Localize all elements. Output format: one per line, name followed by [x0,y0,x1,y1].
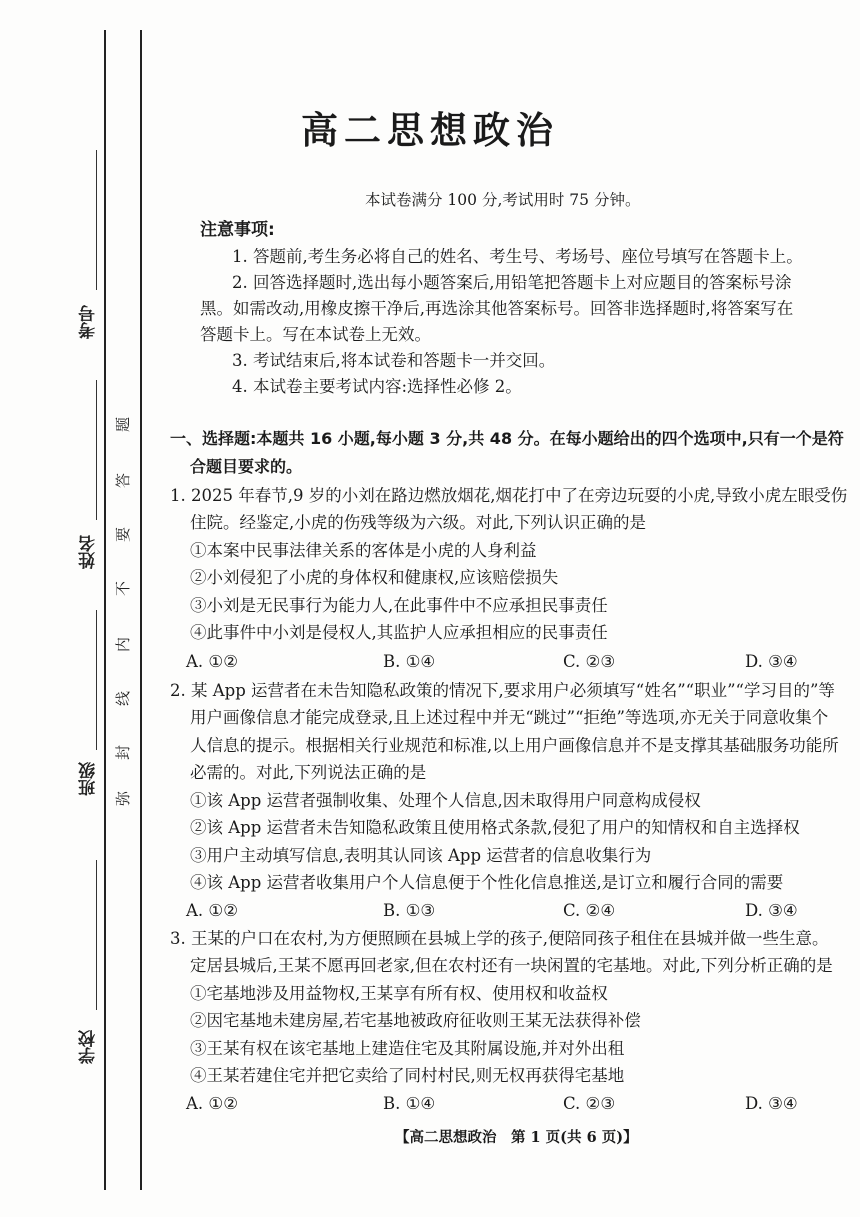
seal-notice-char: 弥 [114,790,133,807]
name-fill-line [96,380,97,520]
question-stem: 1. 2025 年春节,9 岁的小刘在路边燃放烟花,烟花打中了在旁边玩耍的小虎,导致小虎左眼受伤 [170,486,848,505]
statement: ②该 App 运营者未告知隐私政策且使用格式条款,侵犯了用户的知情权和自主选择权 [190,818,800,837]
option-d[interactable]: D. ③④ [745,901,798,920]
binding-line-inner [140,30,142,1190]
seal-notice-char: 内 [114,636,133,653]
exam-info: 本试卷满分 100 分,考试用时 75 分钟。 [365,191,641,209]
exam-number-label: 考号 [79,305,99,339]
option-a[interactable]: A. ①② [186,901,238,920]
notice-line: 黑。如需改动,用橡皮擦干净后,再选涂其他答案标号。回答非选择题时,将答案写在 [200,299,794,318]
statement: ③王某有权在该宅基地上建造住宅及其附属设施,并对外出租 [190,1039,625,1058]
school-fill-line [96,860,97,1010]
statement: ②小刘侵犯了小虎的身体权和健康权,应该赔偿损失 [190,568,559,587]
statement: ②因宅基地未建房屋,若宅基地被政府征收则王某无法获得补偿 [190,1011,641,1030]
section-heading: 一、选择题:本题共 16 小题,每小题 3 分,共 48 分。在每小题给出的四个选项中,只有一个是符 [170,429,844,448]
option-c[interactable]: C. ②③ [563,652,616,671]
exam-number-fill-line [96,150,97,290]
notice-line: 答题卡上。写在本试卷上无效。 [200,325,431,344]
question-stem: 定居县城后,王某不愿再回老家,但在农村还有一块闲置的宅基地。对此,下列分析正确的是 [190,956,833,975]
page-footer: 【高二思想政治 第 1 页(共 6 页)】 [395,1129,638,1146]
name-label: 姓名 [79,535,99,569]
statement: ③小刘是无民事行为能力人,在此事件中不应承担民事责任 [190,596,608,615]
option-b[interactable]: B. ①③ [383,901,436,920]
statement: ④此事件中小刘是侵权人,其监护人应承担相应的民事责任 [190,623,608,642]
school-label: 学校 [79,1030,99,1064]
question-stem: 2. 某 App 运营者在未告知隐私政策的情况下,要求用户必须填写“姓名”“职业”“学习目的”等 [170,681,835,700]
class-fill-line [96,610,97,750]
seal-notice-char: 题 [114,416,133,433]
binding-line-outer [104,30,106,1190]
seal-notice-char: 要 [114,526,133,543]
question-stem: 用户画像信息才能完成登录,且上述过程中并无“跳过”“拒绝”等选项,亦无关于同意收集个 [190,708,829,727]
seal-notice-char: 不 [114,580,133,597]
class-label: 班级 [79,762,99,796]
notice-line: 3. 考试结束后,将本试卷和答题卡一并交回。 [232,351,556,370]
seal-notice-char: 答 [114,472,133,489]
option-c[interactable]: C. ②③ [563,1094,616,1113]
option-a[interactable]: A. ①② [186,652,238,671]
option-b[interactable]: B. ①④ [383,652,436,671]
notice-line: 4. 本试卷主要考试内容:选择性必修 2。 [232,377,522,396]
section-heading-cont: 合题目要求的。 [190,457,303,476]
option-d[interactable]: D. ③④ [745,652,798,671]
question-stem: 人信息的提示。根据相关行业规范和标准,以上用户画像信息并不是支撑其基础服务功能所 [190,736,839,755]
page-title: 高二思想政治 [301,109,559,152]
notice-line: 1. 答题前,考生务必将自己的姓名、考生号、考场号、座位号填写在答题卡上。 [232,247,803,266]
seal-notice-char: 线 [114,690,133,707]
statement: ①该 App 运营者强制收集、处理个人信息,因未取得用户同意构成侵权 [190,791,701,810]
statement: ①宅基地涉及用益物权,王某享有所有权、使用权和收益权 [190,984,608,1003]
statement: ④王某若建住宅并把它卖给了同村村民,则无权再获得宅基地 [190,1066,625,1085]
statement: ①本案中民事法律关系的客体是小虎的人身利益 [190,541,537,560]
notice-line: 2. 回答选择题时,选出每小题答案后,用铅笔把答题卡上对应题目的答案标号涂 [232,273,792,292]
question-stem: 3. 王某的户口在农村,为方便照顾在县城上学的孩子,便陪同孩子租住在县城并做一些生意。 [170,929,829,948]
statement: ④该 App 运营者收集用户个人信息便于个性化信息推送,是订立和履行合同的需要 [190,873,784,892]
notice-heading: 注意事项: [200,220,275,240]
option-d[interactable]: D. ③④ [745,1094,798,1113]
seal-notice-char: 封 [114,744,133,761]
question-stem: 住院。经鉴定,小虎的伤残等级为六级。对此,下列认识正确的是 [190,513,646,532]
option-a[interactable]: A. ①② [186,1094,238,1113]
question-stem: 必需的。对此,下列说法正确的是 [190,763,427,782]
statement: ③用户主动填写信息,表明其认同该 App 运营者的信息收集行为 [190,846,652,865]
option-b[interactable]: B. ①④ [383,1094,436,1113]
option-c[interactable]: C. ②④ [563,901,616,920]
